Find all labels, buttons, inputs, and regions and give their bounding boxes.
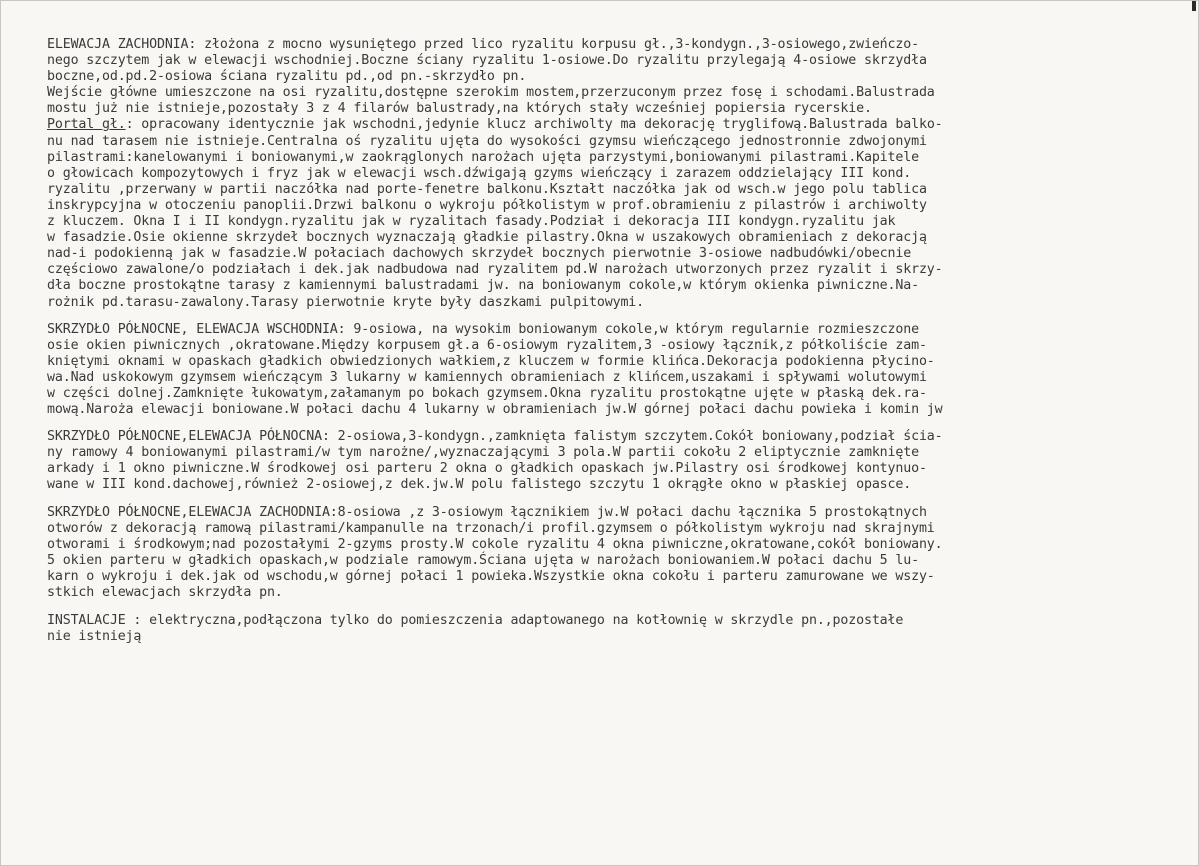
text-line: wane w III kond.dachowej,również 2-osiowej,z dek.jw.W polu falistego szczytu 1 okrągłe okno w płaskiej opasce. [47, 477, 912, 493]
text-line: SKRZYDŁO PÓŁNOCNE,ELEWACJA PÓŁNOCNA: 2-osiowa,3-kondygn.,zamknięta falistym szczytem.Cokół boniowany,podział ścia- [47, 429, 943, 445]
section-skrzydlo-pn-polnocna [47, 429, 1187, 493]
text-line: o głowicach kompozytowych i fryz jak w elewacji wsch.dźwigają gzyms wieńczący i zarazem oddzielający III kond. [47, 165, 912, 181]
text-line: w części dolnej.Zamknięte łukowatym,załamanym po bokach gzymsem.Okna ryzalitu prostokątne ujęte w płaską dek.ra- [47, 385, 927, 401]
text-line: ryzalitu ,przerwany w partii naczółka nad porte-fenetre balkonu.Kształt naczółka jak od wsch.w jego polu tablica [47, 181, 927, 197]
text-line: Wejście główne umieszczone na osi ryzalitu,dostępne szerokim mostem,przerzuconym przez fosę i schodami.Balustrada [47, 85, 935, 101]
text-line: kniętymi oknami w opaskach gładkich obwiedzionych wałkiem,z kluczem w formie klińca.Dekoracja podokienna płycino- [47, 353, 935, 369]
text-line: stkich elewacjach skrzydła pn. [47, 585, 283, 600]
text-line: ny ramowy 4 boniowanymi pilastrami/w tym narożne/,wyznaczającymi 3 pola.W partii cokołu 2 eliptycznie zamknięte [47, 445, 919, 461]
paragraph-gap [47, 311, 1187, 322]
text-line: w fasadzie.Osie okienne skrzydeł bocznych wyznaczają gładkie pilastry.Okna w uszakowych obramieniach z dekoracją [47, 230, 927, 246]
paragraph-gap [47, 418, 1187, 429]
paragraph-gap [47, 494, 1187, 505]
text-line: pilastrami:kanelowanymi i boniowanymi,w zaokrąglonych narożach ujęta parzystymi,boniowanymi pilastrami.Kapitele [47, 149, 919, 165]
text-line: nad-i podokienną jak w fasadzie.W połaciach dachowych skrzydeł bocznych pierwotnie 3-osiowe nadbudówki/obecnie [47, 246, 912, 262]
text-line: inskrypcyjna w otoczeniu panoplii.Drzwi balkonu o wykroju półkolistym w prof.obramieniu z pilastrów i archiwolty [47, 197, 927, 213]
text-line: nu nad tarasem nie istnieje.Centralna oś ryzalitu ujęta do wysokości gzymsu wieńczącego jednostronnie zdwojonymi [47, 133, 927, 149]
card-edge-mark [1192, 1, 1196, 11]
section-skrzydlo-pn-zachodnia [47, 505, 1187, 602]
text-line [47, 117, 1187, 133]
text-line: otworów z dekoracją ramową pilastrami/kampanulle na trzonach/i profil.gzymsem o półkolistym wykroju nad skrajnymi [47, 520, 935, 536]
text-line: otworami i środkowym;nad pozostałymi 2-gzyms prosty.W cokole ryzalitu 4 okna piwniczne,okratowane,cokół boniowany. [47, 536, 943, 552]
section-elewacja-zachodnia [47, 37, 1187, 311]
text-line: karn o wykroju i dek.jak od wschodu,w górnej połaci 1 powieka.Wszystkie okna cokołu i parteru zamurowane we wszy- [47, 568, 935, 584]
text-line: INSTALACJE : elektryczna,podłączona tylko do pomieszczenia adaptowanego na kotłownię w skrzydle pn.,pozostałe [47, 613, 904, 629]
text-line: arkady i 1 okno piwniczne.W środkowej osi parteru 2 okna o gładkich opaskach jw.Pilastry osi środkowej kontynuo- [47, 461, 927, 477]
text-line: nie istnieją [47, 629, 142, 645]
section-skrzydlo-pn-wschodnia [47, 322, 1187, 419]
text-line: mostu już nie istnieje,pozostały 3 z 4 filarów balustrady,na których stały wcześniej popiersia rycerskie. [47, 101, 872, 117]
text-line: SKRZYDŁO PÓŁNOCNE,ELEWACJA ZACHODNIA:8-osiowa ,z 3-osiowym łącznikiem jw.W połaci dachu łącznika 5 prostokątnych [47, 504, 927, 520]
text-line: osie okien piwnicznych ,okratowane.Między korpusem gł.a 6-osiowym ryzalitem,3 -osiowy łącznik,z półkoliście zam- [47, 337, 927, 353]
section-instalacje [47, 613, 1187, 645]
text-line: ELEWACJA ZACHODNIA: złożona z mocno wysuniętego przed lico ryzalitu korpusu gł.,3-kondygn.,3-osiowego,zwieńczo- [47, 37, 919, 52]
text-line: nego szczytem jak w elewacji wschodniej.Boczne ściany ryzalitu 1-osiowe.Do ryzalitu przylegają 4-osiowe skrzydła [47, 53, 927, 69]
text-line: wa.Nad uskokowym gzymsem wieńczącym 3 lukarny w kamiennych obramieniach z klińcem,uszakami i spływami wolutowymi [47, 369, 927, 385]
text-line: rożnik pd.tarasu-zawalony.Tarasy pierwotnie kryte były daszkami pulpitowymi. [47, 294, 645, 310]
text-line: z kluczem. Okna I i II kondygn.ryzalitu jak w ryzalitach fasady.Podział i dekoracja III kondygn.ryzalitu jak [47, 214, 896, 230]
text-line: 5 okien parteru w gładkich opaskach,w podziale ramowym.Ściana ujęta w narożach boniowaniem.W połaci dachu 5 lu- [47, 552, 919, 568]
paragraph-gap [47, 601, 1187, 613]
text-line: mową.Naroża elewacji boniowane.W połaci dachu 4 lukarny w obramieniach jw.W górnej połaci dachu powieka i komin jw [47, 402, 943, 418]
text-line: SKRZYDŁO PÓŁNOCNE, ELEWACJA WSCHODNIA: 9-osiowa, na wysokim boniowanym cokole,w którym regularnie rozmieszczone [47, 321, 919, 337]
text-line: dła boczne prostokątne tarasy z kamiennymi balustradami jw. na boniowanym cokole,w którym okienka piwniczne.Na- [47, 278, 919, 294]
text-line-rest: : opracowany identycznie jak wschodni,jedynie klucz archiwolty ma dekorację tryglifową.Balustrada balko- [125, 117, 943, 133]
portal-label: Portal gł. [47, 117, 126, 133]
text-line: częściowo zawalone/o podziałach i dek.jak nadbudowa nad ryzalitem pd.W narożach utworzonych przez ryzalit i skrzy- [47, 262, 943, 278]
text-line: boczne,od.pd.2-osiowa ściana ryzalitu pd.,od pn.-skrzydło pn. [47, 69, 527, 85]
typewritten-text [47, 37, 1187, 645]
